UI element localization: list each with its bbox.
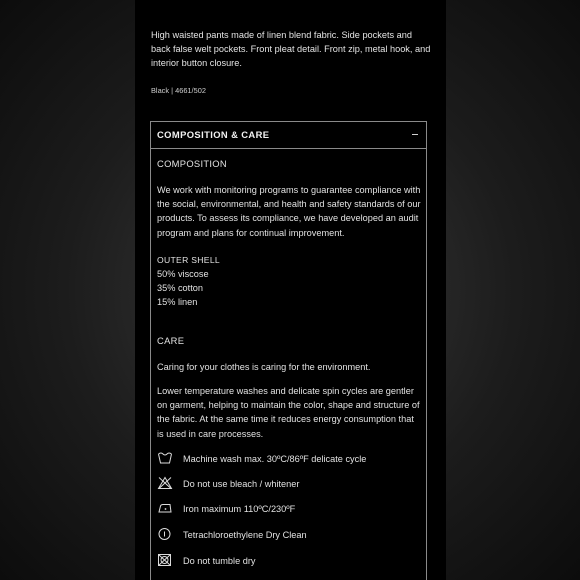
care-instruction bbox=[157, 527, 423, 543]
product-details-panel bbox=[135, 0, 446, 580]
care-instruction bbox=[157, 476, 423, 492]
material-item: 50% viscose bbox=[157, 269, 209, 279]
composition-intro: We work with monitoring programs to guarantee compliance with the social, environmental, and health and safety standards of our products. To assess its compliance, we have developed an audit program and plans for continual improvement. bbox=[157, 185, 421, 238]
care-details: Lower temperature washes and delicate spin cycles are gentler on garment, helping to maintain the color, shape and structure of the fabric. At the same time it reduces energy consumption that is used in care processes. bbox=[157, 386, 420, 439]
accordion-header[interactable] bbox=[151, 122, 426, 149]
no-bleach-icon bbox=[157, 476, 173, 490]
iron-icon bbox=[157, 501, 173, 515]
material-item: 15% linen bbox=[157, 297, 198, 307]
material-item: 35% cotton bbox=[157, 283, 203, 293]
care-instruction bbox=[157, 451, 423, 467]
care-instruction-text: Tetrachloroethylene Dry Clean bbox=[183, 530, 307, 540]
care-instruction bbox=[157, 553, 423, 569]
collapse-icon[interactable] bbox=[412, 134, 418, 135]
accordion-title: COMPOSITION & CARE bbox=[157, 129, 270, 140]
care-instruction-text: Machine wash max. 30ºC/86ºF delicate cycle bbox=[183, 454, 367, 464]
composition-heading: COMPOSITION bbox=[157, 158, 227, 169]
care-instruction-text: Do not tumble dry bbox=[183, 556, 256, 566]
no-tumble-dry-icon bbox=[157, 553, 173, 567]
care-instruction bbox=[157, 501, 423, 517]
composition-care-accordion bbox=[150, 121, 427, 580]
dry-clean-icon bbox=[157, 527, 173, 541]
care-intro: Caring for your clothes is caring for the environment. bbox=[157, 362, 371, 372]
outer-shell-label: OUTER SHELL bbox=[157, 255, 220, 265]
product-description: High waisted pants made of linen blend fabric. Side pockets and back false welt pockets. Front pleat detail. Front zip, metal hook, and interior button closure. bbox=[151, 30, 431, 69]
care-heading: CARE bbox=[157, 335, 185, 346]
care-instruction-text: Do not use bleach / whitener bbox=[183, 479, 300, 489]
care-instruction-text: Iron maximum 110ºC/230ºF bbox=[183, 504, 296, 514]
color-reference: Black | 4661/502 bbox=[151, 86, 206, 95]
wash-tub-icon bbox=[157, 451, 173, 465]
